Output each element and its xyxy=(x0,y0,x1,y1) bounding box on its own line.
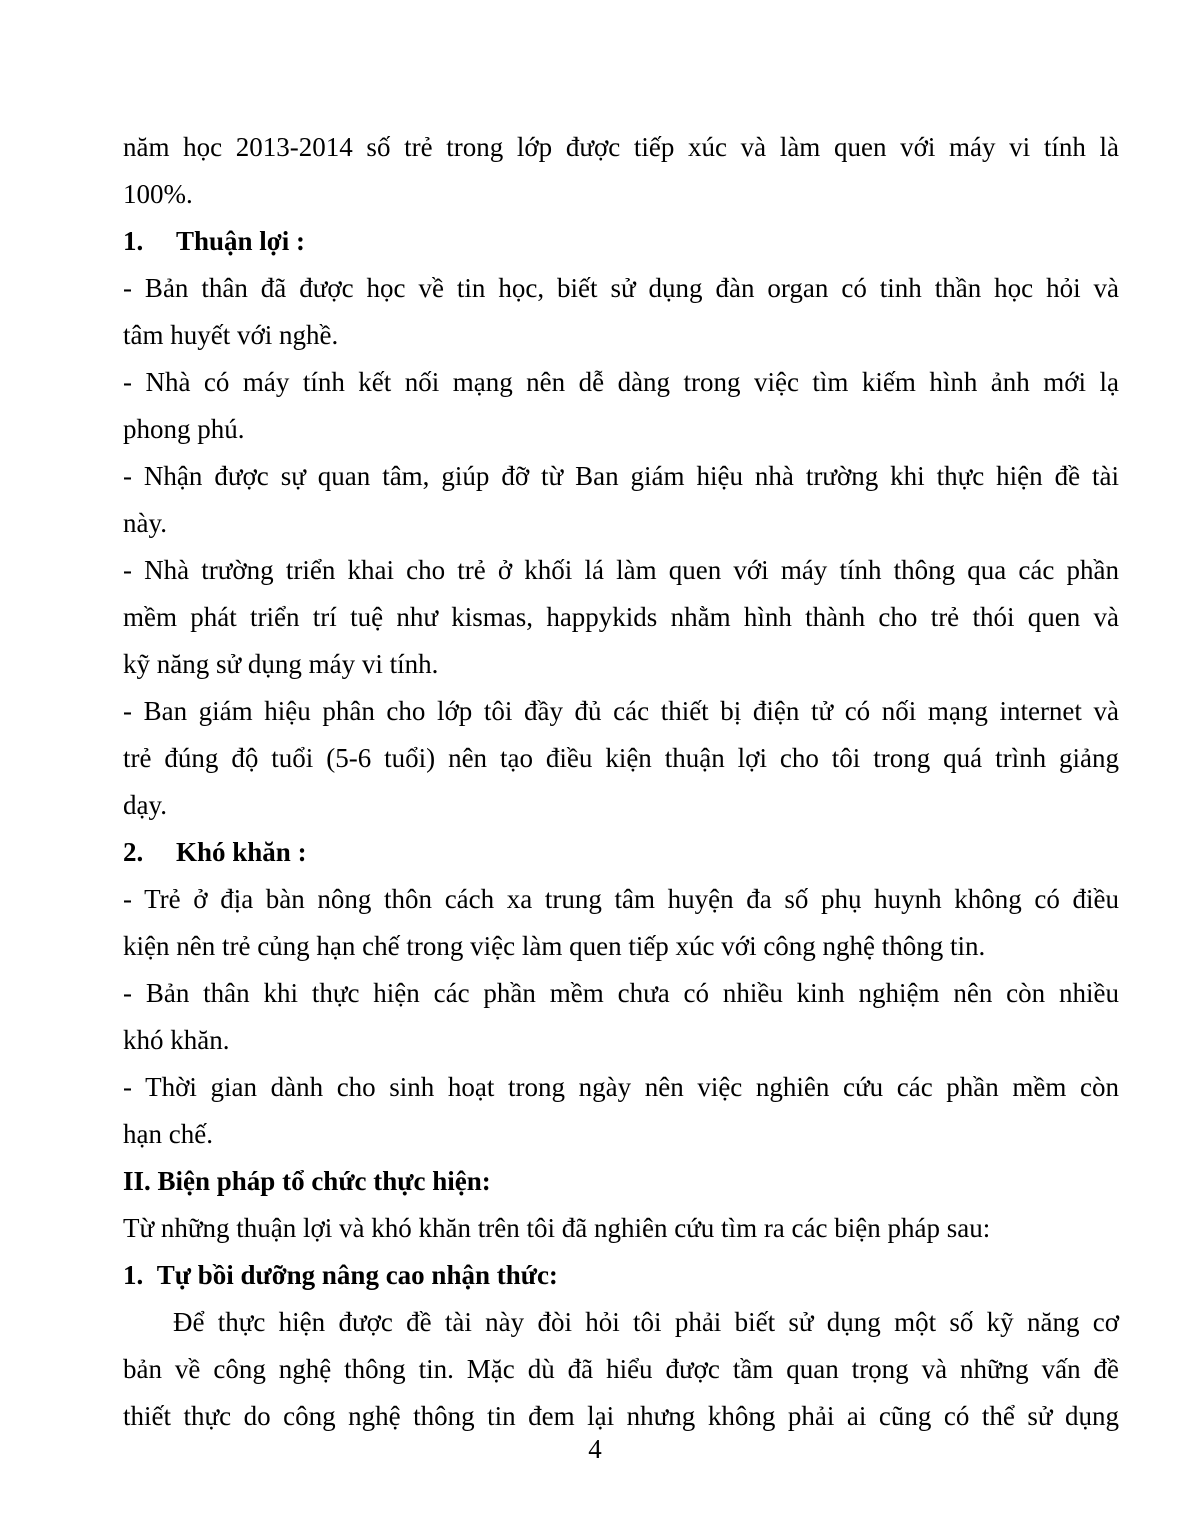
heading-advantages-text: Thuận lợi : xyxy=(176,226,306,256)
subsection-1-text: Tự bồi dưỡng nâng cao nhận thức: xyxy=(156,1260,558,1290)
section-2-intro: Từ những thuận lợi và khó khăn trên tôi đã nghiên cứu tìm ra các biện pháp sau: xyxy=(123,1213,991,1243)
heading-advantages-number: 1. xyxy=(123,226,144,256)
heading-difficulties xyxy=(123,829,1119,876)
subsection-1-number: 1. xyxy=(123,1260,144,1290)
page-number: 4 xyxy=(588,1434,602,1464)
difficulty-1-line-2: kiện nên trẻ củng hạn chế trong việc làm quen tiếp xúc với công nghệ thông tin. xyxy=(123,931,986,961)
advantage-5-line-2: trẻ đúng độ tuổi (5-6 tuổi) nên tạo điều kiện thuận lợi cho tôi trong quá trình giảng xyxy=(123,743,1119,773)
advantage-3-line-2: này. xyxy=(123,508,167,538)
difficulty-2-line-1: - Bản thân khi thực hiện các phần mềm chưa có nhiều kinh nghiệm nên còn nhiều xyxy=(123,978,1119,1008)
advantage-5-line-1: - Ban giám hiệu phân cho lớp tôi đầy đủ các thiết bị điện tử có nối mạng internet và xyxy=(123,696,1119,726)
intro-line-1: năm học 2013-2014 số trẻ trong lớp được tiếp xúc và làm quen với máy vi tính là xyxy=(123,132,1119,162)
advantage-4-line-1: - Nhà trường triển khai cho trẻ ở khối lá làm quen với máy tính thông qua các phần xyxy=(123,555,1119,585)
intro-line-2: 100%. xyxy=(123,179,193,209)
section-2-heading: II. Biện pháp tổ chức thực hiện: xyxy=(123,1166,491,1196)
advantage-2-line-2: phong phú. xyxy=(123,414,245,444)
advantage-1-line-2: tâm huyết với nghề. xyxy=(123,320,339,350)
difficulty-1-line-1: - Trẻ ở địa bàn nông thôn cách xa trung tâm huyện đa số phụ huynh không có điều xyxy=(123,884,1119,914)
body-paragraph-line-1: Để thực hiện được đề tài này đòi hỏi tôi phải biết sử dụng một số kỹ năng cơ xyxy=(173,1307,1119,1337)
advantage-4-line-2: mềm phát triển trí tuệ như kismas, happykids nhằm hình thành cho trẻ thói quen và xyxy=(123,602,1119,632)
advantage-4-line-3: kỹ năng sử dụng máy vi tính. xyxy=(123,649,439,679)
difficulty-3-line-1: - Thời gian dành cho sinh hoạt trong ngày nên việc nghiên cứu các phần mềm còn xyxy=(123,1072,1119,1102)
advantage-1-line-1: - Bản thân đã được học về tin học, biết sử dụng đàn organ có tinh thần học hỏi và xyxy=(123,273,1119,303)
heading-difficulties-text: Khó khăn : xyxy=(176,837,307,867)
body-paragraph-line-2: bản về công nghệ thông tin. Mặc dù đã hiểu được tầm quan trọng và những vấn đề xyxy=(123,1354,1119,1384)
heading-advantages xyxy=(123,218,1119,265)
difficulty-2-line-2: khó khăn. xyxy=(123,1025,230,1055)
difficulty-3-line-2: hạn chế. xyxy=(123,1119,213,1149)
advantage-3-line-1: - Nhận được sự quan tâm, giúp đỡ từ Ban giám hiệu nhà trường khi thực hiện đề tài xyxy=(123,461,1119,491)
advantage-5-line-3: dạy. xyxy=(123,790,167,820)
body-paragraph-line-3: thiết thực do công nghệ thông tin đem lại nhưng không phải ai cũng có thể sử dụng xyxy=(123,1401,1119,1431)
heading-difficulties-number: 2. xyxy=(123,837,144,867)
advantage-2-line-1: - Nhà có máy tính kết nối mạng nên dễ dàng trong việc tìm kiếm hình ảnh mới lạ xyxy=(123,367,1119,397)
subsection-1-heading xyxy=(123,1252,1119,1299)
document-page xyxy=(123,124,1119,1440)
